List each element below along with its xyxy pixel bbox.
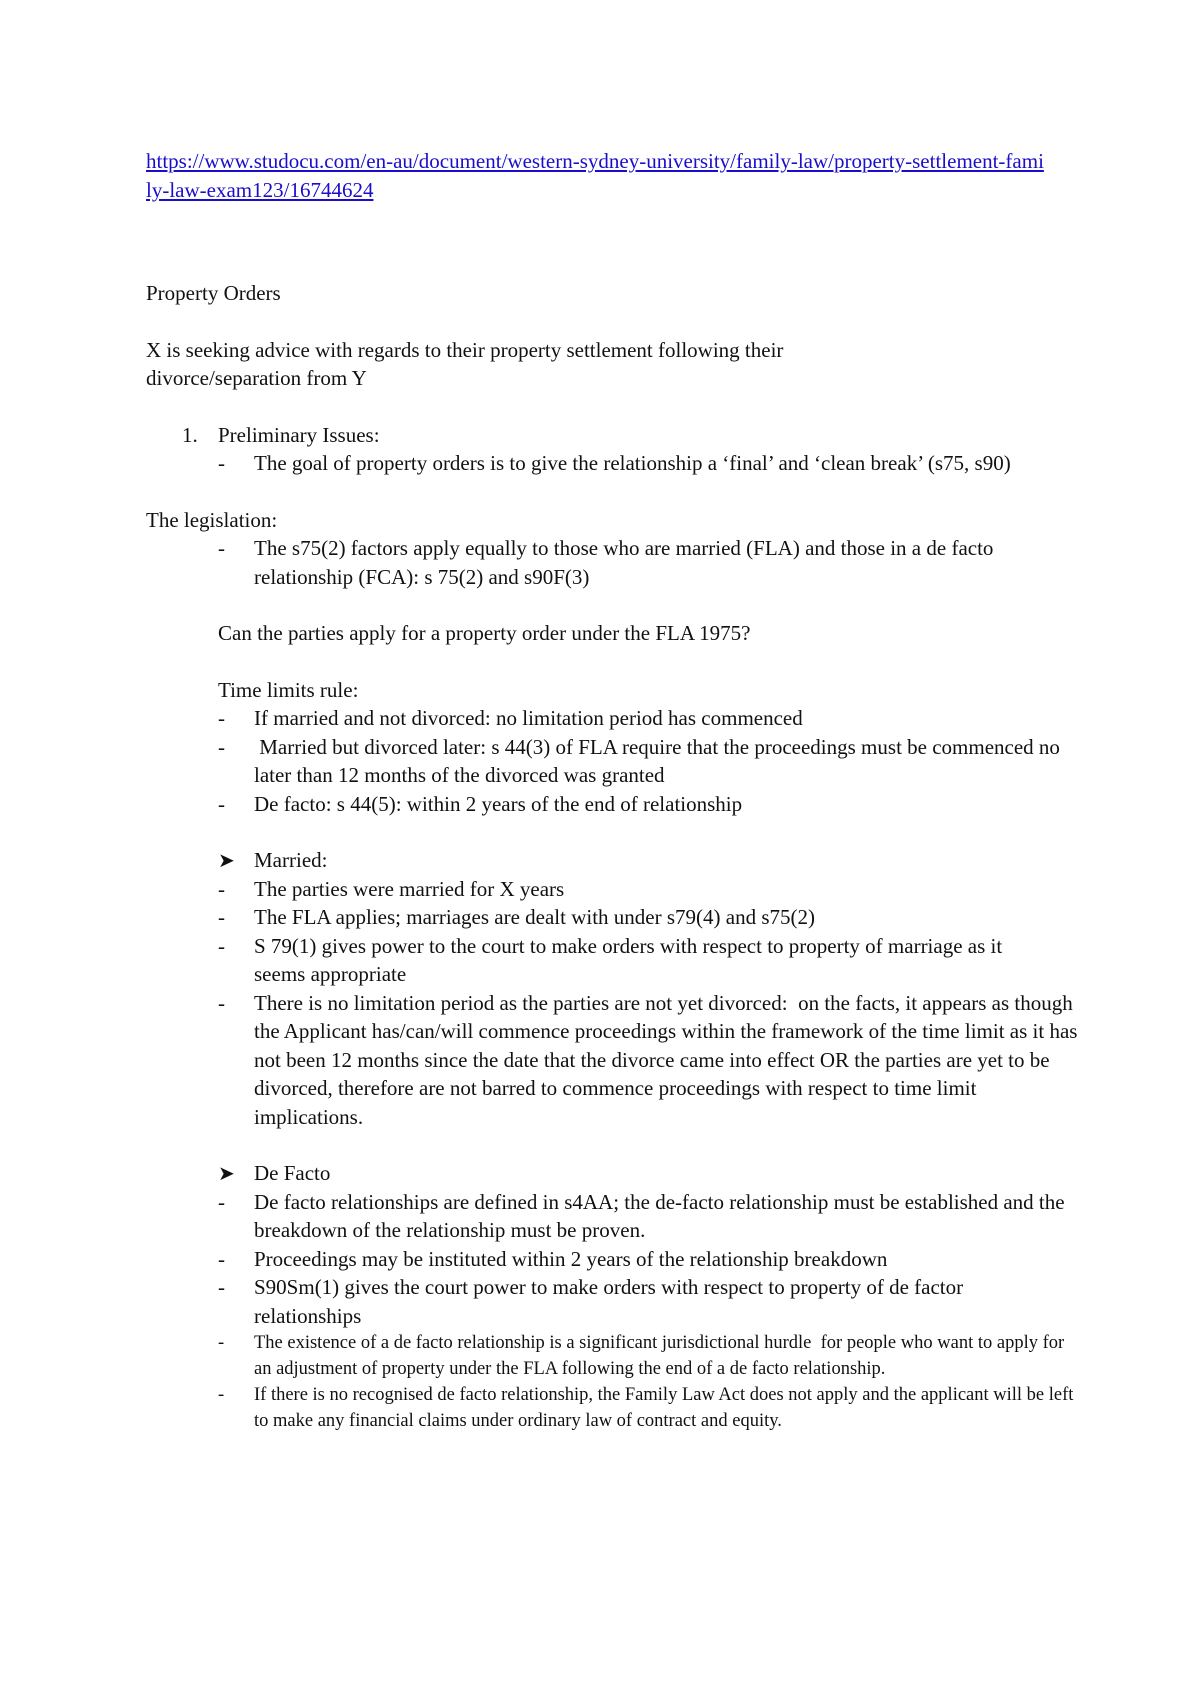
dash-bullet-icon: - <box>218 1189 225 1214</box>
list-item <box>146 1382 1086 1434</box>
arrow-bullet-icon: ➤ <box>218 1161 235 1185</box>
list-item-text: If married and not divorced: no limitation period has commenced <box>254 706 803 730</box>
dash-bullet-icon: - <box>218 990 225 1015</box>
list-item-text: De facto: s 44(5): within 2 years of the end of relationship <box>254 791 743 816</box>
list-item-text: The goal of property orders is to give the relationship a ‘final’ and ‘clean break’ (s75, s90) <box>254 451 1011 475</box>
dash-bullet-icon: - <box>218 905 225 929</box>
de-facto-list <box>146 1188 1086 1435</box>
dash-bullet-icon: - <box>218 734 225 759</box>
married-heading: Married: <box>254 848 328 872</box>
list-item-text: De facto relationships are defined in s4AA; the de-facto relationship must be established and the breakdown of the relationship must be proven. <box>254 1189 1065 1242</box>
source-link[interactable]: https://www.studocu.com/en-au/document/western-sydney-university/family-law/property-settlement-family-law-exam123/16744624 <box>146 149 1044 202</box>
list-item-text: Proceedings may be instituted within 2 years of the relationship breakdown <box>254 1246 888 1271</box>
dash-bullet-icon: - <box>218 1246 225 1271</box>
list-item <box>146 989 1086 1132</box>
list-item-text: S90Sm(1) gives the court power to make orders with respect to property of de factor relationships <box>254 1275 964 1328</box>
married-list <box>146 875 1086 1132</box>
arrow-bullet-icon: ➤ <box>218 848 235 872</box>
list-item <box>146 733 1086 790</box>
dash-bullet-icon: - <box>218 706 225 730</box>
list-item-text: S 79(1) gives power to the court to make orders with respect to property of marriage as it seems appropriate <box>254 933 1003 986</box>
list-item <box>146 534 1086 591</box>
list-item <box>146 1245 1086 1274</box>
list-item-text: There is no limitation period as the parties are not yet divorced: on the facts, it appears as though the Applicant has/can/will commence proceedings within the framework of the time limit as it has not been 12 months since the date that the divorce came into effect OR the parties are yet to be divorced, therefore are not barred to commence proceedings with respect to time limit implications. <box>254 990 1083 1129</box>
married-heading-row <box>146 846 1086 875</box>
legislation-heading: The legislation: <box>146 507 278 532</box>
list-item <box>146 875 1086 904</box>
numbered-item <box>182 421 1086 450</box>
dash-bullet-icon: - <box>218 791 225 816</box>
dash-bullet-icon: - <box>218 536 225 560</box>
de-facto-heading: De Facto <box>254 1161 331 1185</box>
intro-paragraph: X is seeking advice with regards to their property settlement following their divorce/separation from Y <box>146 337 784 390</box>
question-text: Can the parties apply for a property order under the FLA 1975? <box>218 621 751 645</box>
time-limits-heading: Time limits rule: <box>218 677 359 702</box>
list-item <box>146 1188 1086 1245</box>
list-item <box>146 1273 1086 1330</box>
list-item <box>146 449 1086 478</box>
preliminary-list <box>146 449 1086 478</box>
list-item-text: The existence of a de facto relationship is a significant jurisdictional hurdle for people who want to apply for an adjustment of property under the FLA following the end of a de facto relationship. <box>254 1333 1069 1379</box>
list-item-text: If there is no recognised de facto relationship, the Family Law Act does not apply and the applicant will be left to make any financial claims under ordinary law of contract and equity. <box>254 1385 1074 1431</box>
dash-bullet-icon: - <box>218 876 225 901</box>
list-item-text: The s75(2) factors apply equally to those who are married (FLA) and those in a de facto relationship (FCA): s 75(2) and s90F(3) <box>254 536 994 589</box>
list-item <box>146 704 1086 733</box>
list-item <box>146 932 1086 989</box>
list-item-text: The parties were married for X years <box>254 876 565 901</box>
preliminary-section <box>146 421 1086 450</box>
de-facto-heading-row <box>146 1159 1086 1188</box>
dash-bullet-icon: - <box>218 933 225 958</box>
dash-bullet-icon: - <box>218 1275 225 1299</box>
dash-bullet-icon: - <box>218 1333 225 1353</box>
preliminary-heading: Preliminary Issues: <box>218 422 380 447</box>
list-item <box>146 790 1086 819</box>
list-item <box>146 903 1086 932</box>
item-number: 1. <box>182 422 198 447</box>
dash-bullet-icon: - <box>218 451 225 475</box>
legislation-list <box>146 534 1086 591</box>
dash-bullet-icon: - <box>218 1385 225 1405</box>
list-item-text: Married but divorced later: s 44(3) of FLA require that the proceedings must be commenced no later than 12 months of the divorced was granted <box>254 734 1066 787</box>
page-title: Property Orders <box>146 281 281 305</box>
list-item-text: The FLA applies; marriages are dealt with under s79(4) and s75(2) <box>254 905 816 929</box>
time-limits-list <box>146 704 1086 818</box>
list-item <box>146 1330 1086 1382</box>
document-body <box>146 147 1086 1434</box>
